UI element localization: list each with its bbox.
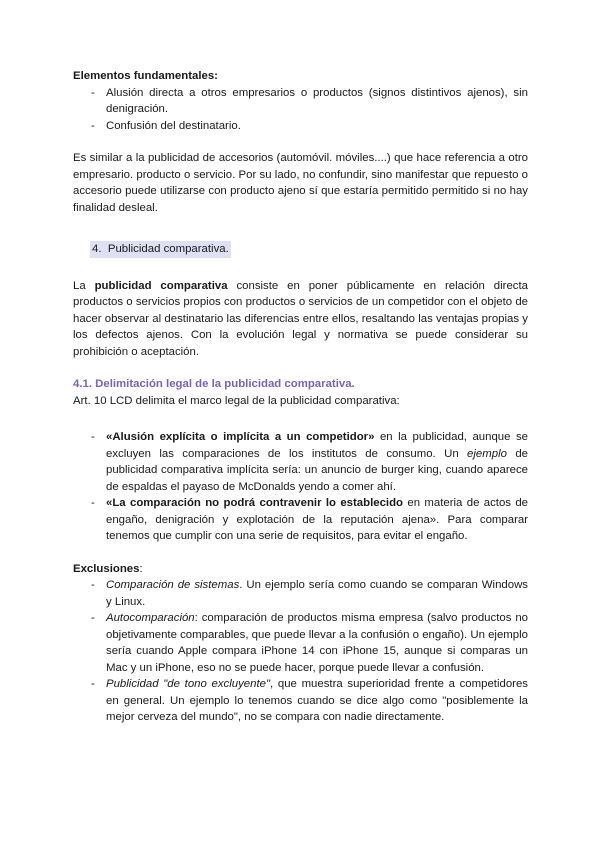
list-item: - Autocomparación: comparación de productos misma empresa (salvo productos no objetivamente comparables, que puede llevar a la confusión o engaño). Un ejemplo sería cuando Apple compara iPhone 14 con iPhone 15, aunque si comparas un Mac y un iPhone, eso no se puede hacer, porque puede llevar a confusión. [106, 610, 528, 676]
section-number: 4. [92, 243, 102, 255]
exclusiones-heading: Exclusiones: [73, 562, 143, 575]
list-item: - Confusión del destinatario. [106, 118, 528, 135]
intro-term: publicidad comparativa [94, 279, 228, 292]
section-4-heading [73, 241, 528, 258]
exclusiones-list [73, 577, 528, 726]
section-title-highlight [90, 241, 231, 258]
list-item: - Alusión directa a otros empresarios o productos (signos distintivos ajenos), sin denigración. [106, 85, 528, 118]
subsection-intro: Art. 10 LCD delimita el marco legal de la publicidad comparativa: [73, 394, 400, 407]
list-item: - «La comparación no podrá contravenir lo establecido en materia de actos de engaño, denigración y explotación de la reputación ajena». Para comparar tenemos que cumplir con una serie de requisitos, para evitar el engaño. [106, 495, 528, 545]
section-title: Publicidad comparativa. [107, 243, 229, 255]
elementos-heading: Elementos fundamentales: [73, 70, 218, 82]
list-item: - «Alusión explícita o implícita a un competidor» en la publicidad, aunque se excluyen las comparaciones de los institutos de consumo. Un ejemplo de publicidad comparativa implícita sería: un anuncio de burger king, cuando aparece de espaldas el payaso de McDonalds yendo a comer ahí. [106, 429, 528, 495]
elementos-list [73, 85, 528, 135]
list-item: - Comparación de sistemas. Un ejemplo sería como cuando se comparan Windows y Linux. [106, 577, 528, 610]
legal-list [73, 429, 528, 545]
document-page [73, 68, 528, 726]
list-item: - Publicidad "de tono excluyente", que muestra superioridad frente a competidores en general. Un ejemplo lo tenemos cuando se dice algo como "posiblemente la mejor cerveza del mundo", no se compara con nadie directamente. [106, 676, 528, 726]
intro-paragraph: La publicidad comparativa consiste en poner públicamente en relación directa productos o servicios propios con productos o servicios de un competidor con el objeto de hacer observar al destinatario las diferencias entre ellos, resaltando las ventajas propias y los defectos ajenos. Con la evolución legal y normativa se puede considerar su prohibición o aceptación. [73, 279, 528, 358]
similar-paragraph: Es similar a la publicidad de accesorios (automóvil. móviles....) que hace referencia a otro empresario. producto o servicio. Por su lado, no confundir, sino manifestar que repuesto o accesorio puede utilizarse con producto ajeno sí que estaría permitido permitido si no hay finalidad desleal. [73, 152, 528, 214]
subsection-title: 4.1. Delimitación legal de la publicidad comparativa. [73, 378, 355, 390]
